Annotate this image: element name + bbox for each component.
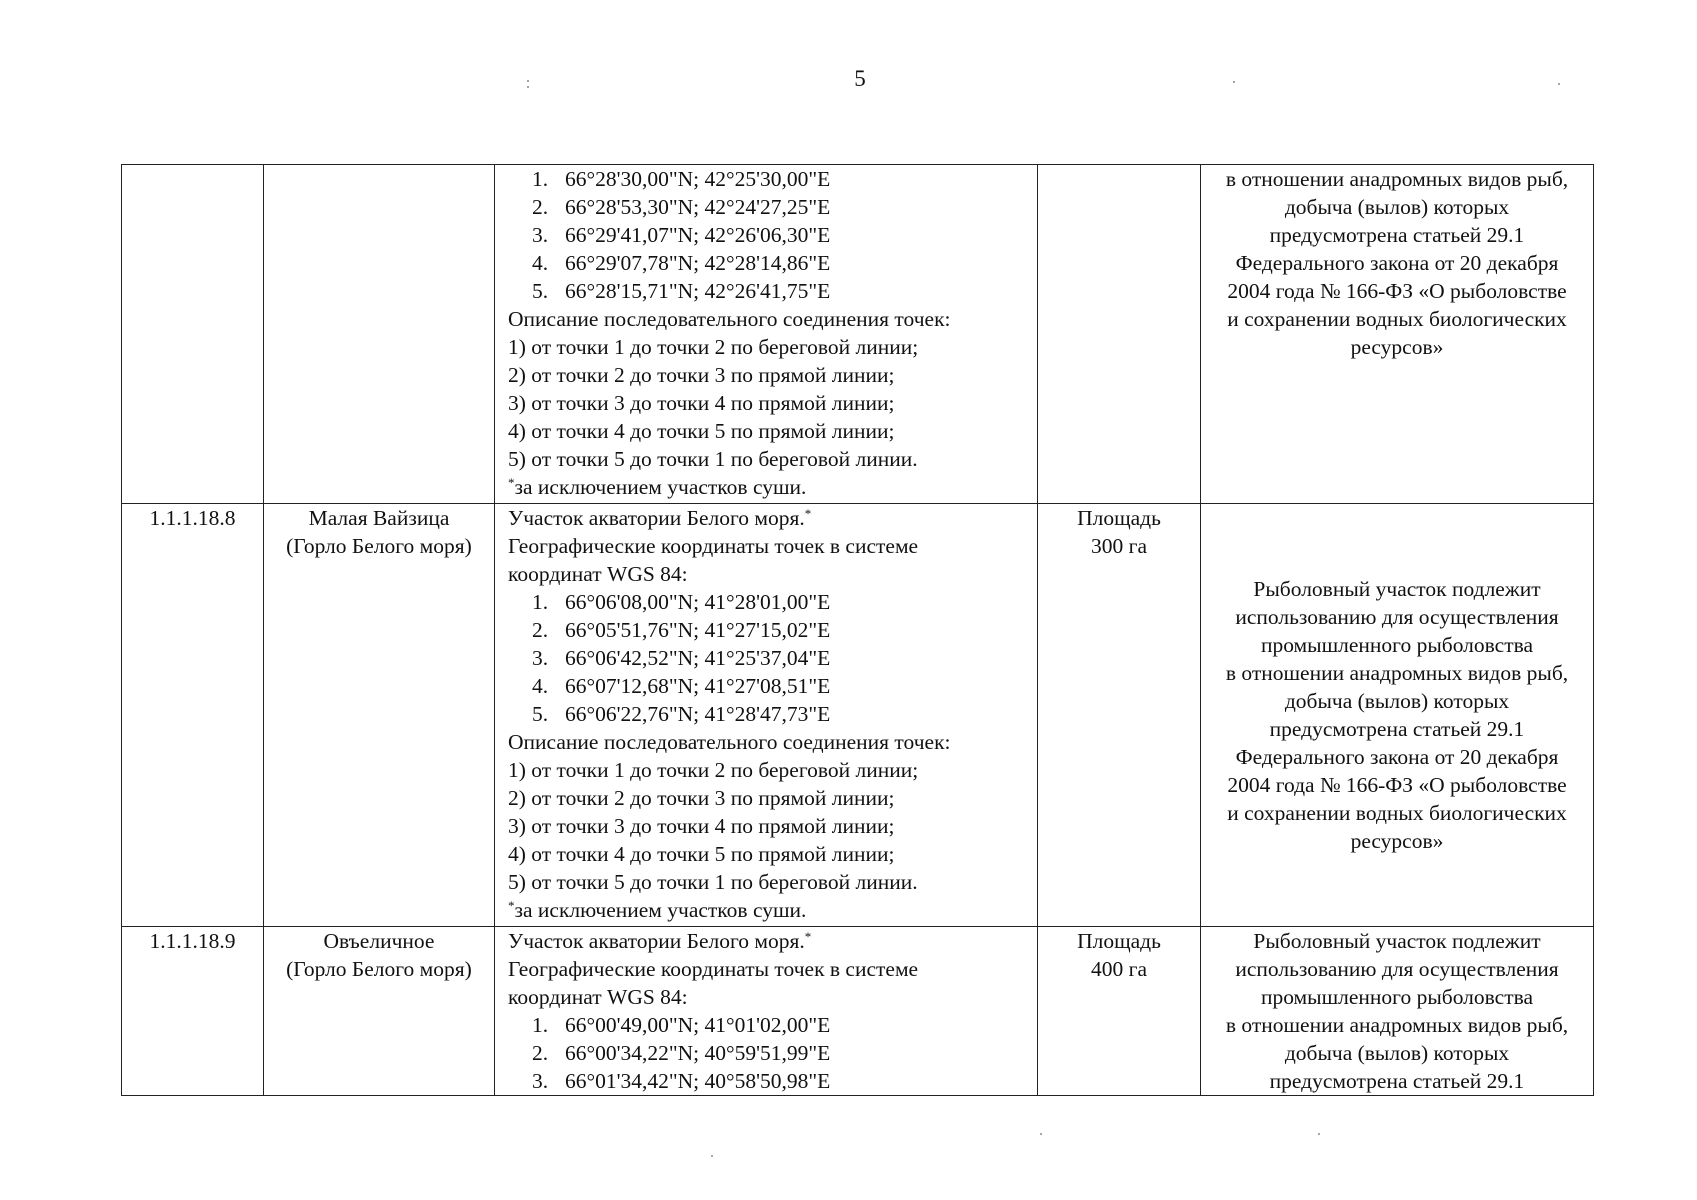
coordinate-item: 3. 66°01'34,42"N; 40°58'50,98"E (532, 1069, 831, 1093)
coordinate-list (508, 588, 1035, 728)
connection-step: 2) от точки 2 до точки 3 по прямой линии; (508, 363, 895, 387)
area-name: Овъеличное (323, 929, 435, 953)
area-description-cell (495, 927, 1038, 1096)
coordinate-item: 5. 66°28'15,71"N; 42°26'41,75"E (532, 279, 831, 303)
note-line: добыча (вылов) которых (1284, 689, 1510, 713)
coordinate-item: 3. 66°29'41,07"N; 42°26'06,30"E (532, 223, 831, 247)
coordinate-item: 4. 66°29'07,78"N; 42°28'14,86"E (532, 251, 831, 275)
note-line: использованию для осуществления (1235, 605, 1559, 629)
row-number-cell (122, 165, 264, 504)
area-description-cell (495, 165, 1038, 504)
coordinate-system-line: координат WGS 84: (508, 562, 688, 586)
note-line: 2004 года № 166-ФЗ «О рыболовстве (1227, 279, 1567, 303)
row-number-cell: 1.1.1.18.9 (122, 927, 264, 1096)
note-line: 2004 года № 166-ФЗ «О рыболовстве (1227, 773, 1567, 797)
area-region: (Горло Белого моря) (286, 534, 472, 558)
note-line: использованию для осуществления (1235, 957, 1559, 981)
coordinate-system-line: Географические координаты точек в системе (508, 534, 919, 558)
connection-step: 5) от точки 5 до точки 1 по береговой линии. (508, 870, 918, 894)
coordinate-item: 2. 66°00'34,22"N; 40°59'51,99"E (532, 1041, 831, 1065)
note-line: и сохранении водных биологических (1227, 801, 1567, 825)
note-cell (1201, 504, 1594, 927)
note-line: Федерального закона от 20 декабря (1235, 745, 1559, 769)
note-line: промышленного рыболовства (1260, 633, 1534, 657)
note-line: добыча (вылов) которых (1284, 1041, 1510, 1065)
connection-step: 1) от точки 1 до точки 2 по береговой линии; (508, 335, 919, 359)
connection-step: 3) от точки 3 до точки 4 по прямой линии; (508, 814, 895, 838)
note-cell (1201, 927, 1594, 1096)
area-name-cell (264, 165, 495, 504)
coordinate-item: 3. 66°06'42,52"N; 41°25'37,04"E (532, 646, 831, 670)
page-number: 5 (854, 66, 866, 91)
area-label: Площадь (1077, 506, 1161, 530)
note-line: предусмотрена статьей 29.1 (1269, 717, 1525, 741)
coordinate-system-line: координат WGS 84: (508, 985, 688, 1009)
table-row (122, 504, 1594, 927)
coordinate-list (508, 165, 1035, 305)
connection-step: 1) от точки 1 до точки 2 по береговой линии; (508, 758, 919, 782)
connection-step: 2) от точки 2 до точки 3 по прямой линии; (508, 786, 895, 810)
note-line: в отношении анадромных видов рыб, (1225, 167, 1569, 191)
note-line: в отношении анадромных видов рыб, (1225, 661, 1569, 685)
note-line: Рыболовный участок подлежит (1253, 577, 1541, 601)
note-cell (1201, 165, 1594, 504)
note-line: предусмотрена статьей 29.1 (1269, 1069, 1525, 1093)
area-name: Малая Вайзица (308, 506, 450, 530)
area-intro: Участок акватории Белого моря.* (508, 506, 812, 530)
area-size-cell (1038, 504, 1201, 927)
row-number-cell: 1.1.1.18.8 (122, 504, 264, 927)
footnote: *за исключением участков суши. (508, 475, 807, 499)
area-label: Площадь (1077, 929, 1161, 953)
coordinate-list (508, 1011, 1035, 1095)
area-intro: Участок акватории Белого моря.* (508, 929, 812, 953)
coordinate-item: 1. 66°00'49,00"N; 41°01'02,00"E (532, 1013, 831, 1037)
connection-step: 4) от точки 4 до точки 5 по прямой линии; (508, 842, 895, 866)
coordinate-system-line: Географические координаты точек в системе (508, 957, 919, 981)
area-value: 300 га (1091, 534, 1147, 558)
area-description-cell (495, 504, 1038, 927)
connection-description-heading: Описание последовательного соединения точек: (508, 307, 951, 331)
note-line: ресурсов» (1350, 335, 1444, 359)
area-value: 400 га (1091, 957, 1147, 981)
coordinate-item: 5. 66°06'22,76"N; 41°28'47,73"E (532, 702, 831, 726)
coordinate-item: 2. 66°28'53,30"N; 42°24'27,25"E (532, 195, 831, 219)
note-line: Федерального закона от 20 декабря (1235, 251, 1559, 275)
note-line: Рыболовный участок подлежит (1253, 929, 1541, 953)
area-size-cell (1038, 927, 1201, 1096)
area-name-cell (264, 927, 495, 1096)
table-row (122, 165, 1594, 504)
table-row (122, 927, 1594, 1096)
coordinate-item: 1. 66°06'08,00"N; 41°28'01,00"E (532, 590, 831, 614)
coordinate-item: 1. 66°28'30,00"N; 42°25'30,00"E (532, 167, 831, 191)
connection-step: 3) от точки 3 до точки 4 по прямой линии; (508, 391, 895, 415)
note-line: и сохранении водных биологических (1227, 307, 1567, 331)
note-line: ресурсов» (1350, 829, 1444, 853)
note-line: промышленного рыболовства (1260, 985, 1534, 1009)
area-name-cell (264, 504, 495, 927)
connection-step: 5) от точки 5 до точки 1 по береговой линии. (508, 447, 918, 471)
connection-description-heading: Описание последовательного соединения точек: (508, 730, 951, 754)
connection-step: 4) от точки 4 до точки 5 по прямой линии; (508, 419, 895, 443)
note-line: предусмотрена статьей 29.1 (1269, 223, 1525, 247)
coordinate-item: 2. 66°05'51,76"N; 41°27'15,02"E (532, 618, 831, 642)
footnote: *за исключением участков суши. (508, 898, 807, 922)
area-region: (Горло Белого моря) (286, 957, 472, 981)
note-line: в отношении анадромных видов рыб, (1225, 1013, 1569, 1037)
fishing-areas-table (121, 164, 1594, 1096)
coordinate-item: 4. 66°07'12,68"N; 41°27'08,51"E (532, 674, 831, 698)
note-line: добыча (вылов) которых (1284, 195, 1510, 219)
area-size-cell (1038, 165, 1201, 504)
